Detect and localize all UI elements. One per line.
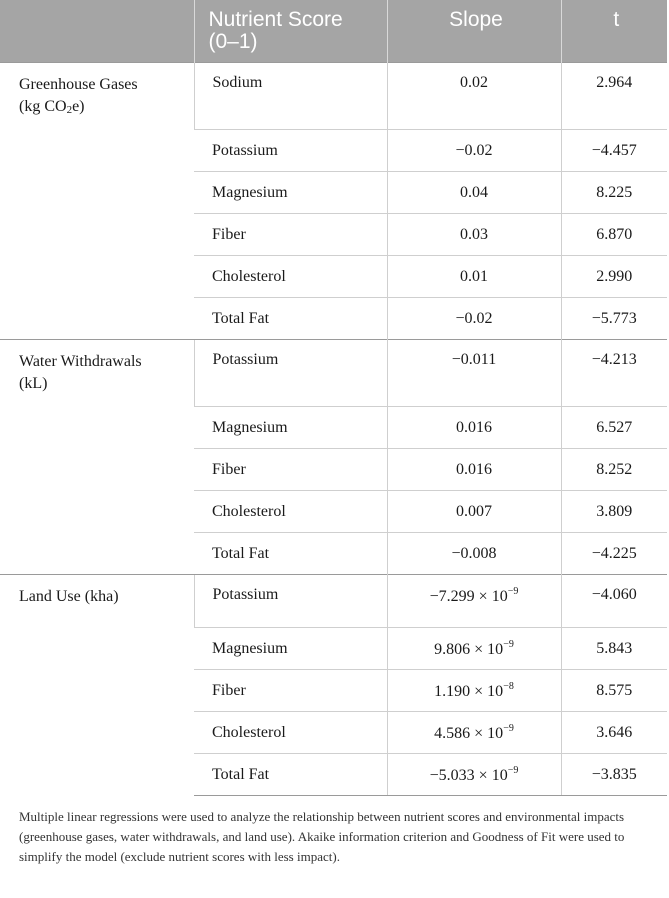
slope-mantissa: 4.586 × 10 bbox=[434, 724, 504, 742]
slope-mantissa: −5.033 × 10 bbox=[429, 766, 508, 784]
nutrient-cell: Cholesterol bbox=[194, 256, 387, 298]
t-cell: −3.835 bbox=[561, 754, 667, 796]
nutrient-cell: Magnesium bbox=[194, 628, 387, 670]
group-label-line1: Greenhouse Gases bbox=[19, 76, 138, 93]
slope-sci bbox=[430, 588, 519, 605]
slope-cell: 0.03 bbox=[387, 214, 561, 256]
t-cell: 6.527 bbox=[561, 407, 667, 449]
slope-sci bbox=[434, 680, 514, 700]
slope-exponent: −9 bbox=[507, 764, 519, 776]
t-cell: 8.575 bbox=[561, 670, 667, 712]
group-label-line1: Water Withdrawals bbox=[19, 353, 142, 370]
slope-sci bbox=[429, 764, 519, 784]
t-cell: 3.646 bbox=[561, 712, 667, 754]
nutrient-cell: Magnesium bbox=[194, 172, 387, 214]
group-label-line1: Land Use (kha) bbox=[19, 588, 119, 605]
t-cell: 3.809 bbox=[561, 491, 667, 533]
group-label-land-use bbox=[0, 575, 194, 796]
nutrient-cell: Potassium bbox=[194, 575, 387, 628]
slope-cell: 0.016 bbox=[387, 407, 561, 449]
slope-mantissa: −7.299 × 10 bbox=[429, 588, 508, 605]
nutrient-cell: Fiber bbox=[194, 670, 387, 712]
nutrient-cell: Sodium bbox=[194, 63, 387, 130]
nutrient-cell: Cholesterol bbox=[194, 712, 387, 754]
slope-exponent: −9 bbox=[503, 638, 514, 650]
nutrient-cell: Total Fat bbox=[194, 754, 387, 796]
nutrient-cell: Cholesterol bbox=[194, 491, 387, 533]
slope-cell: 0.01 bbox=[387, 256, 561, 298]
slope-cell: 0.02 bbox=[387, 63, 561, 130]
t-cell: −4.213 bbox=[561, 340, 667, 407]
group-label-water-withdrawals bbox=[0, 340, 194, 575]
nutrient-cell: Potassium bbox=[194, 340, 387, 407]
table-row bbox=[0, 63, 667, 130]
t-cell: 2.990 bbox=[561, 256, 667, 298]
table-footnote: Multiple linear regressions were used to analyze the relationship between nutrient scores and environmental impacts (greenhouse gases, water withdrawals, and land use). Akaike information criterion and Goodness of Fit were used to simplify the model (exclude nutrient scores with less impact). bbox=[19, 809, 625, 864]
slope-cell: 0.007 bbox=[387, 491, 561, 533]
group-label-line2: (kL) bbox=[19, 375, 48, 392]
slope-cell bbox=[387, 754, 561, 796]
slope-cell: −0.011 bbox=[387, 340, 561, 407]
slope-exponent: −8 bbox=[503, 680, 514, 692]
slope-cell: −0.008 bbox=[387, 533, 561, 575]
slope-cell: 0.016 bbox=[387, 449, 561, 491]
slope-cell bbox=[387, 712, 561, 754]
slope-sci bbox=[434, 638, 514, 658]
slope-sci bbox=[434, 722, 514, 742]
nutrient-cell: Magnesium bbox=[194, 407, 387, 449]
header-empty bbox=[0, 0, 194, 63]
t-cell: −4.060 bbox=[561, 575, 667, 628]
slope-mantissa: 1.190 × 10 bbox=[434, 682, 504, 700]
header-nutrient-score: Nutrient Score (0–1) bbox=[194, 0, 387, 63]
subscript-2: 2 bbox=[66, 104, 73, 116]
t-cell: −5.773 bbox=[561, 298, 667, 340]
nutrient-cell: Total Fat bbox=[194, 298, 387, 340]
header-row bbox=[0, 0, 667, 63]
group-label-greenhouse-gases bbox=[0, 63, 194, 340]
group-label-line2-suffix: e) bbox=[72, 98, 85, 115]
group-label-line2-prefix: (kg CO bbox=[19, 98, 67, 115]
t-cell: 8.252 bbox=[561, 449, 667, 491]
slope-cell bbox=[387, 575, 561, 628]
slope-cell bbox=[387, 628, 561, 670]
t-cell: −4.225 bbox=[561, 533, 667, 575]
t-cell: −4.457 bbox=[561, 130, 667, 172]
table-row bbox=[0, 340, 667, 407]
t-cell: 6.870 bbox=[561, 214, 667, 256]
header-slope: Slope bbox=[387, 0, 561, 63]
slope-cell bbox=[387, 670, 561, 712]
t-cell: 2.964 bbox=[561, 63, 667, 130]
slope-cell: −0.02 bbox=[387, 130, 561, 172]
t-cell: 5.843 bbox=[561, 628, 667, 670]
slope-mantissa: 9.806 × 10 bbox=[434, 640, 504, 658]
nutrient-cell: Potassium bbox=[194, 130, 387, 172]
header-t: t bbox=[561, 0, 667, 63]
nutrient-cell: Fiber bbox=[194, 449, 387, 491]
slope-cell: 0.04 bbox=[387, 172, 561, 214]
slope-exponent: −9 bbox=[507, 586, 519, 597]
slope-cell: −0.02 bbox=[387, 298, 561, 340]
slope-exponent: −9 bbox=[503, 722, 514, 734]
nutrient-cell: Total Fat bbox=[194, 533, 387, 575]
nutrient-cell: Fiber bbox=[194, 214, 387, 256]
table-row bbox=[0, 575, 667, 628]
t-cell: 8.225 bbox=[561, 172, 667, 214]
